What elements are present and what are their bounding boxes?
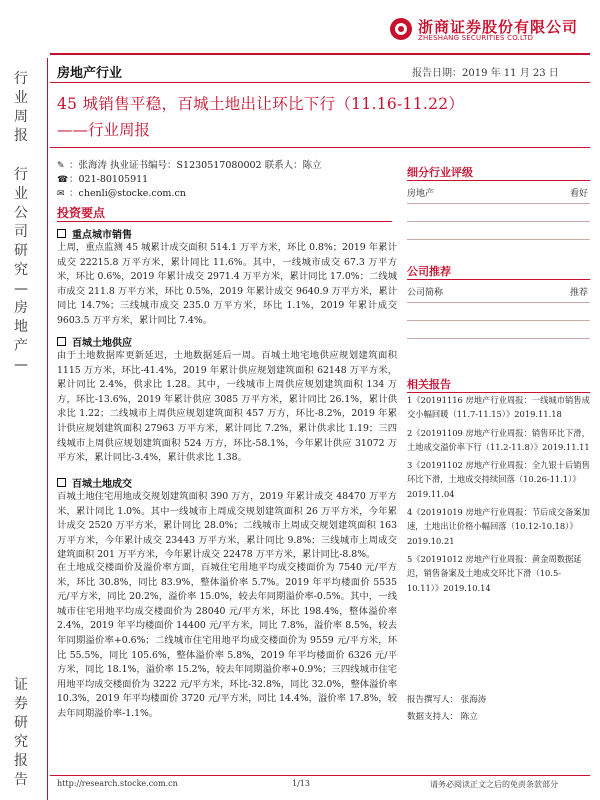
company-line xyxy=(407,302,590,303)
rating-value: 看好 xyxy=(569,189,588,199)
sidebar-category: 行业公司研究—房地产— xyxy=(14,167,28,373)
related-report-item[interactable]: 5《20191012 房地产行业周报：黄金周数据延迟，销售备案及土地成交环比下滑（10.5-10.11）》2019.10.14 xyxy=(407,553,582,593)
company-line xyxy=(407,320,590,321)
paragraph-land-transactions: 百城土地住宅用地成交规划建筑面积 390 万方，2019 年累计成交 48470 万平方米，累计同比 1.0%。其中一线城市上周成交规划建筑面积 26 万平方米，今年累计成交 2520 万平方米，累计同比 28.0%；二线城市上周成交规划建筑面积 163 万平方米，今年累计成交 23443 万平方米，累计同比 9.8%；三线城市上周成交建筑面积 201 万平方米，今年累计成交 22478 万平方米，累计同比-8.8%。 xyxy=(57,491,397,561)
related-report-item[interactable]: 3《20191102 房地产行业周报：全九银十后销售环比下滑，土地成交持续回落（10.26-11.1）》2019.11.04 xyxy=(407,460,590,499)
related-report-item[interactable]: 2《20191109 房地产行业周报：销售环比下滑，土地成交溢价率下行（11.2-11.8）》2019.11.11 xyxy=(407,427,590,452)
paragraph-land-prices: 在土地成交楼面价及溢价率方面，百城住宅用地平均成交楼面价为 7540 元/平方米，环比 30.8%，同比 83.9%，整体溢价率 5.7%。2019 年平均楼面价 5535 元/平方米，同比 20.2%，溢价率 15.0%，较去年同期溢价率-0.5%。其中，一线城市住宅用地平均成交楼面价为 28040 元/平方米，环比 198.4%，整体溢价率 2.4%，2019 年平均楼面价 14400 元/平方米，同比 7.8%，溢价率 8.5%，较去年同期溢价率+0.6%；二线城市住宅用地平均成交楼面价为 9559 元/平方米，环比 55.5%，同比 105.6%，整体溢价率 5.8%，2019 年平均楼面价 6326 元/平方米，同比 18.1%，溢价率 15.2%，较去年同期溢价率+0.9%；三四线城市住宅用地平均成交楼面价为 3222 元/平方米，环比-32.8%，同比 32.0%，整体溢价率 10.3%，2019 年平均楼面价 3720 元/平方米，同比 14.4%，溢价率 17.8%，较去年同期溢价率-1.1%。 xyxy=(57,562,397,719)
title-divider xyxy=(50,147,590,148)
company-col-name: 公司简称 xyxy=(407,288,444,298)
report-date: 报告日期：2019 年 11 月 23 日 xyxy=(412,68,559,79)
rating-line xyxy=(407,239,590,240)
company-line xyxy=(407,338,590,339)
report-title: 45 城销售平稳，百城土地出让环比下行（11.16-11.22） xyxy=(57,95,465,113)
industry-label: 房地产行业 xyxy=(57,66,123,81)
paragraph-city-sales: 上周，重点监测 45 城累计成交面积 514.1 万平方米，环比 0.8%；2019 年累计成交 22215.8 万平方米，累计同比 11.6%。其中，一线城市成交 67.3 万平方米，环比 0.6%，2019 年累计成交 2971.4 万平方米，累计同比 17.0%；二线城市成交 211.8 万平方米，环比 0.5%，2019 年累计成交 9640.9 万平方米，累计同比 14.7%；三线城市成交 235.0 万平方米，环比 1.1%，2019 年累计成交 9603.5 万平方米，累计同比 7.4%。 xyxy=(57,242,397,326)
header-divider xyxy=(50,53,590,55)
company-col-rating: 推荐 xyxy=(569,288,588,298)
section-divider xyxy=(57,221,392,222)
related-report-item[interactable]: 1《20191116 房地产行业周报：一线城市销售成交小幅回暖（11.7-11.15）》2019.11.18 xyxy=(407,395,590,420)
sidebar-report-type: 行业周报 xyxy=(14,71,28,144)
footer-url[interactable]: http://research.stocke.com.cn xyxy=(57,779,178,788)
company-title: 公司推荐 xyxy=(407,265,451,278)
rating-sector: 房地产 xyxy=(407,189,435,199)
report-author: 报告撰写人： 张海涛 xyxy=(407,695,487,705)
company-name-cn: 浙商证券股份有限公司 xyxy=(418,18,579,36)
subsection-land-transactions: 百城土地成交 xyxy=(57,475,132,490)
subsection-land-supply: 百城土地供应 xyxy=(57,334,132,349)
pen-icon: ✎ xyxy=(57,161,65,171)
phone-info xyxy=(57,173,148,187)
phone-icon: ☎ xyxy=(57,175,69,185)
phone-number: ：021-80105911 xyxy=(69,174,149,185)
related-reports-list xyxy=(407,393,590,599)
related-reports-title: 相关报告 xyxy=(407,378,451,391)
email-icon: ✉ xyxy=(57,189,65,199)
company-logo-icon xyxy=(390,18,412,40)
email-address: ：chenli@stocke.com.cn xyxy=(69,188,186,199)
rating-line xyxy=(407,203,590,204)
data-supporter: 数据支持人： 陈立 xyxy=(407,712,478,722)
report-subtitle: ——行业周报 xyxy=(57,121,151,139)
footer-divider xyxy=(50,775,590,776)
page-number: 1/13 xyxy=(292,779,310,788)
company-name-en: ZHESHANG SECURITIES CO.LTD xyxy=(418,34,534,42)
rating-line xyxy=(407,221,590,222)
sidebar-footer-label: 证券研究报告 xyxy=(14,677,28,788)
analyst-info xyxy=(57,159,322,173)
rating-title: 细分行业评级 xyxy=(407,166,473,179)
paragraph-land-supply: 由于土地数据库更新延迟，土地数据延后一周。百城土地宅地供应规划建筑面积 1115 万方米，环比-41.4%，2019 年累计供应规划建筑面积 62148 万平方米，累计同比 2.4%，供求比 1.28。其中，一线城市上周供应规划建筑面积 134 万方，环比-13.6%，2019 年累计供应 3085 万平方米，累计同比 26.1%，累计供求比 1.22；二线城市上周供应规划建筑面积 457 万方，环比-8.2%，2019 年累计供应规划建筑面积 27963 万平方米，累计同比 7.2%，累计供求比 1.19；三四线城市上周供应规划建筑面积 524 万方，环比-58.1%，今年累计供应 31072 万平方米，累计同比-3.4%，累计供求比 1.38。 xyxy=(57,350,397,464)
header-divider-2 xyxy=(50,82,590,83)
rating-row xyxy=(407,186,590,199)
related-report-item[interactable]: 4《20191019 房地产行业周报：节后成交备案加速，土地出让价格小幅回落（10.12-10.18）》2019.10.21 xyxy=(407,507,590,546)
subsection-city-sales: 重点城市销售 xyxy=(57,226,132,241)
rating-divider xyxy=(407,180,590,181)
email-info xyxy=(57,187,186,201)
company-row xyxy=(407,285,590,298)
footer-disclaimer: 请务必阅读正文之后的免责条款部分 xyxy=(430,780,558,789)
analyst-line: ：张海涛 执业证书编号：S1230517080002 联系人：陈立 xyxy=(69,160,322,171)
company-divider xyxy=(407,279,590,280)
section-title: 投资要点 xyxy=(57,206,106,220)
